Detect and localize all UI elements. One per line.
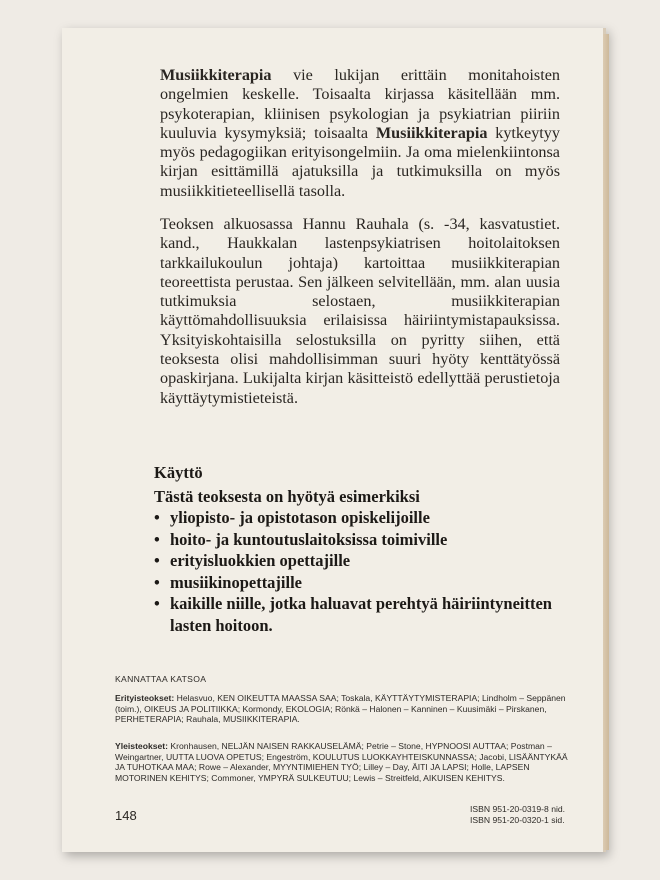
title-mention: Musiikkiterapia [375,123,488,142]
book-back-cover [62,28,606,852]
usage-heading: Käyttö [154,463,203,482]
general-works-text: Kronhausen, NELJÄN NAISEN RAKKAUSELÄMÄ; Petrie – Stone, HYPNOOSI AUTTAA; Postman – Weingartner, UUTTA LUOVA OPETUS; Engeström, KOULUTUS LUOKKAYHTEISKUNNASSA; Jacobi, LISÄÄNTYKÄÄ JA TUHOTKAA MAA; Rowe – Alexander, MYYNTIMIEHEN TYÖ; Lilley – Day, ÄITI JA LAPSI; Holle, LAPSEN MOTORINEN KEHITYS; Commoner, YMPYRÄ SULKEUTUU; Lewis – Streitfeld, AIKUISEN KEHITYS. [115,741,568,783]
bullet-icon: • [154,529,160,549]
special-works-label: Erityisteokset: [115,693,175,703]
list-item-text: kaikille niille, jotka haluavat perehtyä häiriintyneitten lasten hoitoon. [170,594,552,635]
isbn-line: ISBN 951-20-0319-8 nid. [470,804,566,814]
list-item [154,529,574,551]
general-works-label: Yleisteokset: [115,741,169,751]
list-item [154,572,574,594]
usage-section [154,462,574,636]
special-works [115,693,579,725]
description-paragraph-1 [160,66,560,201]
bullet-icon: • [154,594,160,613]
isbn-line: ISBN 951-20-0320-1 sid. [470,815,565,825]
page-number: 148 [115,808,137,823]
general-works [115,741,579,783]
title-mention: Musiikkiterapia [160,66,272,84]
description-paragraph-2: Teoksen alkuosassa Hannu Rauhala (s. -34, kasvatustiet. kand., Haukkalan lastenpsykiatrisen hoitolaitoksen tarkkailukoulun johtaja) kartoittaa musiikkiterapian teoreettista perustaa. Sen jälkeen selvitellään, mm. alan uusia tutkimuksia selostaen, musiikkiterapian käyttömahdollisuuksia erilaisissa häiriintymistapauksissa. Yksityiskohtaisilla selostuksilla on pyritty siihen, että teoksesta olisi mahdollisimman suuri hyöty kenttätyössä opaskirjana. Lukijalta kirjan käsitteistö edellyttää perustietoja käyttäytymistieteistä. [160,215,560,407]
list-item-text: musiikinopettajille [170,572,303,592]
list-item-text: erityisluokkien opettajille [170,551,351,570]
special-works-text: Helasvuo, KEN OIKEUTTA MAASSA SAA; Toskala, KÄYTTÄYTYMISTERAPIA; Lindholm – Seppänen (toim.), OIKEUS JA POLITIIKKA; Kormondy, EKOLOGIA; Rönkä – Halonen – Kanninen – Kuusimäki – Pirskanen, PERHETERAPIA; Rauhala, MUSIIKKITERAPIA. [115,693,566,725]
list-item-text: hoito- ja kuntoutuslaitoksissa toimiville [170,529,448,549]
usage-list [154,507,574,636]
recommend-heading: KANNATTAA KATSOA [115,674,207,684]
bullet-icon: • [154,508,160,527]
isbn-block [470,804,590,826]
list-item-text: yliopisto- ja opistotason opiskelijoille [170,508,430,527]
paragraph-text: vie lukijan erittäin monitahoisten ongelmien keskelle. Toisaalta kirjassa käsitellään mm. psykoterapian, kliinisen psykologian ja psykiatrian piiriin kuuluvia kysymyksiä; toisaalta [160,66,560,142]
list-item [154,550,574,572]
page-edge [603,34,609,850]
list-item [154,507,574,529]
bullet-icon: • [154,572,160,592]
list-item [154,593,574,636]
usage-intro: Tästä teoksesta on hyötyä esimerkiksi [154,486,420,506]
paragraph-text: kytkeytyy myös pedagogiikan erityisongelmiin. Ja oma mielenkiintonsa kirjan esittämillä ajatuksilla ja tutkimuksilla on myös musiikkitieteellisellä tasolla. [160,123,560,200]
bullet-icon: • [154,551,160,570]
